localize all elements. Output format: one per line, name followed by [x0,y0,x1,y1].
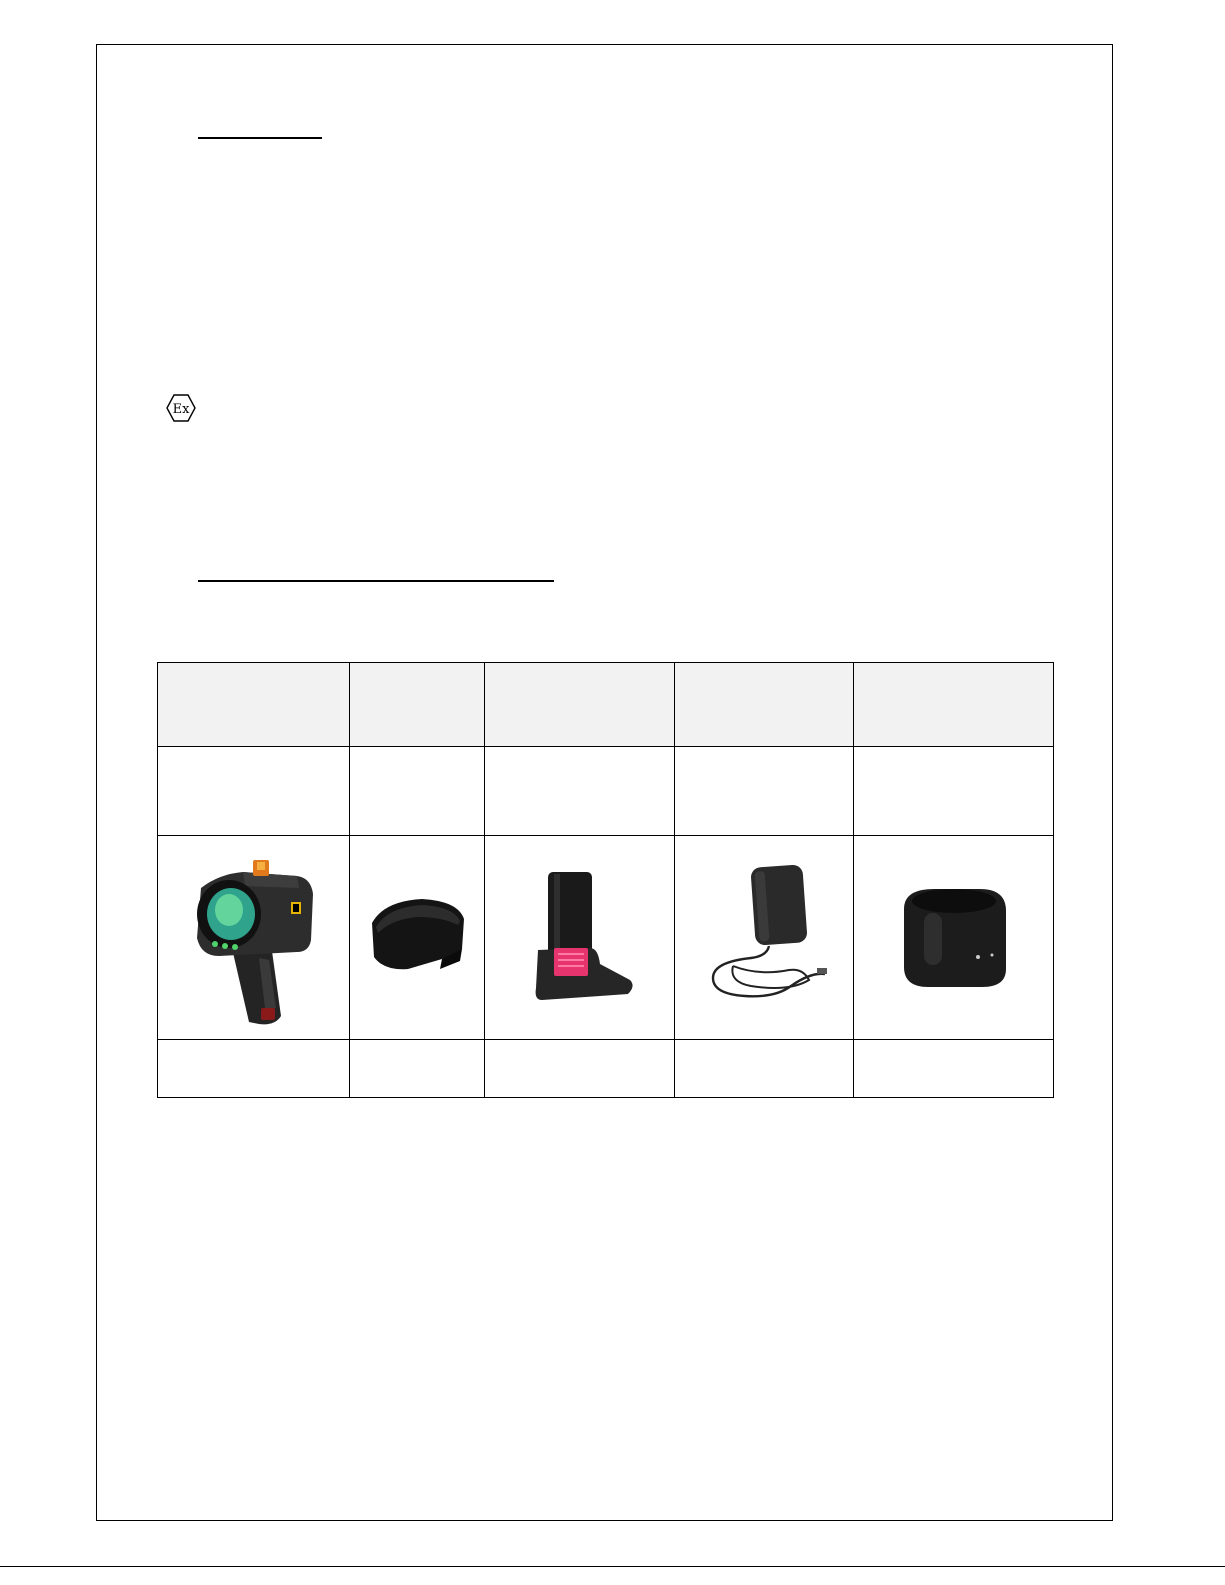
package-contents-table [157,662,1054,1098]
image-cell [158,836,350,1040]
description-cell [158,747,350,836]
image-cell [350,836,485,1040]
section-heading-underline-2 [198,580,554,582]
handheld-laser-device-image [179,848,329,1028]
header-cell [158,663,350,747]
table-quantity-row [158,1040,1054,1098]
table-description-row [158,747,1054,836]
table-image-row [158,836,1054,1040]
section-heading-underline-1 [198,137,322,139]
wall-power-adapter-image [699,858,829,1018]
battery-pack-image [520,868,640,1008]
image-cell [485,836,675,1040]
header-cell [485,663,675,747]
header-cell [675,663,854,747]
description-cell [675,747,854,836]
charging-cradle-image [894,883,1014,993]
bottom-rule [0,1566,1225,1567]
ex-symbol-text: Ex [172,402,190,417]
description-cell [854,747,1054,836]
quantity-cell [350,1040,485,1098]
ex-hexagon-icon [166,393,196,423]
table-header-row [158,663,1054,747]
quantity-cell [675,1040,854,1098]
description-cell [350,747,485,836]
image-cell [854,836,1054,1040]
image-cell [675,836,854,1040]
black-cover-cap-image [362,893,472,983]
quantity-cell [854,1040,1054,1098]
quantity-cell [158,1040,350,1098]
quantity-cell [485,1040,675,1098]
description-cell [485,747,675,836]
header-cell [350,663,485,747]
header-cell [854,663,1054,747]
